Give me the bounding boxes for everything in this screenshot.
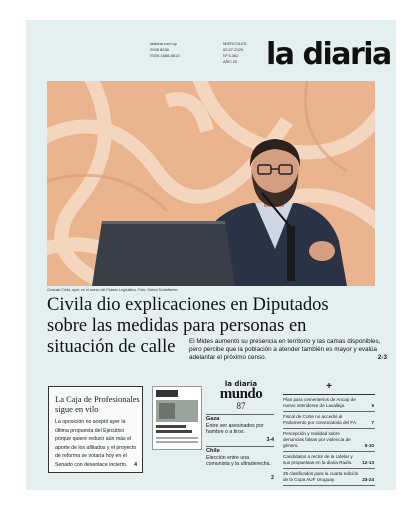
mundo-item-section: Gaza <box>206 416 220 422</box>
mundo-item-section: Chile <box>206 448 220 454</box>
mundo-divider <box>206 414 274 415</box>
mundo-item[interactable] <box>206 416 274 444</box>
mundo-item[interactable] <box>206 448 274 482</box>
index-item-text: 25 clasificados para la cuarta edición de la Copa AUF Uruguay. <box>283 471 359 482</box>
mundo-divider <box>206 446 274 447</box>
index-item[interactable] <box>283 469 375 486</box>
index-item[interactable] <box>283 429 375 452</box>
mundo-cover-thumbnail[interactable] <box>152 386 202 450</box>
mundo-item-page: 2 <box>271 475 274 482</box>
index-item[interactable] <box>283 412 375 429</box>
index-item-text: Candidatos a rector de la Udelar y sus propuestas en la diaria Radio. <box>283 454 353 465</box>
index-item-page: 5 <box>371 403 374 408</box>
index-item-page: 8-10 <box>364 443 374 448</box>
mundo-section-header <box>206 381 276 411</box>
index-item-text: Percepción y realidad sobre denuncias falsas por violencia de género. <box>283 431 351 448</box>
index-sidebar <box>283 382 375 486</box>
mundo-small-label: la diaria <box>224 380 258 388</box>
weekday: MIÉRCOLES <box>223 41 247 46</box>
mundo-issue-number: 87 <box>236 401 246 411</box>
mundo-item-text: Elección entre una comunista y la ultraderecha. <box>206 454 271 468</box>
index-item[interactable] <box>283 452 375 469</box>
issn: ISSN 1688-5813 <box>150 53 180 58</box>
caja-profesionales-box[interactable] <box>48 386 143 473</box>
issue-number: Nº 5.362 <box>223 53 239 58</box>
mundo-item-text: Entre ser asesinados por hambre o a tiros. <box>206 422 264 436</box>
lead-deck-text: El Mides aumentó su presencia en territorio y las camas disponibles, pero percibe que la población a atender también es mayor y evalúa adelantar el próximo censo. <box>189 338 381 361</box>
index-item-text: Plan para cementerios de Ancap de nuevo intendente de Lavalleja. <box>283 397 356 408</box>
index-item-text: Fiscal de Corte no accedió al Parlamento por convocatoria del FA. <box>283 414 358 425</box>
lead-page-ref: 2-3 <box>377 354 387 361</box>
lead-photo-illustration <box>47 81 375 286</box>
mundo-big-label: mundo <box>219 386 263 402</box>
mundo-cover-image <box>153 387 201 449</box>
plus-icon: + <box>326 381 332 392</box>
index-item-page: 12-13 <box>362 460 374 465</box>
newspaper-front-page <box>26 20 396 490</box>
box-body-text: La oposición no aceptó ayer la última propuesta del Ejecutivo porque quiere reducir aún más el aporte de los afiliados y el proyecto de reforma se votaría hoy en el Senado con desenlace incierto. <box>55 419 137 468</box>
lead-deck <box>189 338 387 362</box>
phone: 2908 8038 <box>150 47 169 52</box>
masthead-contact-info <box>150 41 180 59</box>
lead-headline[interactable]: Civila dio explicaciones en Diputados sobre las medidas para personas en situación de calle <box>47 295 329 357</box>
masthead-logo: la diaria <box>266 37 391 72</box>
photo-caption: Gonzalo Civila, ayer, en el anexo del Palacio Legislativo. Foto: Gianni Schiaffarino <box>47 288 178 292</box>
index-item-page: 7 <box>371 420 374 425</box>
mundo-item-page: 3-4 <box>266 437 274 444</box>
index-item-page: 23-24 <box>362 477 374 482</box>
website: ladiaria.com.uy <box>150 41 177 46</box>
year: AÑO 20 <box>223 59 238 64</box>
masthead-issue-info <box>223 41 247 65</box>
lead-photo <box>47 81 375 286</box>
box-page-ref: 4 <box>134 461 137 468</box>
box-title: La Caja de Profesionales sigue en vilo <box>55 394 140 414</box>
index-item[interactable] <box>283 395 375 412</box>
date: 02.07.2025 <box>223 47 244 52</box>
box-body <box>55 418 137 469</box>
